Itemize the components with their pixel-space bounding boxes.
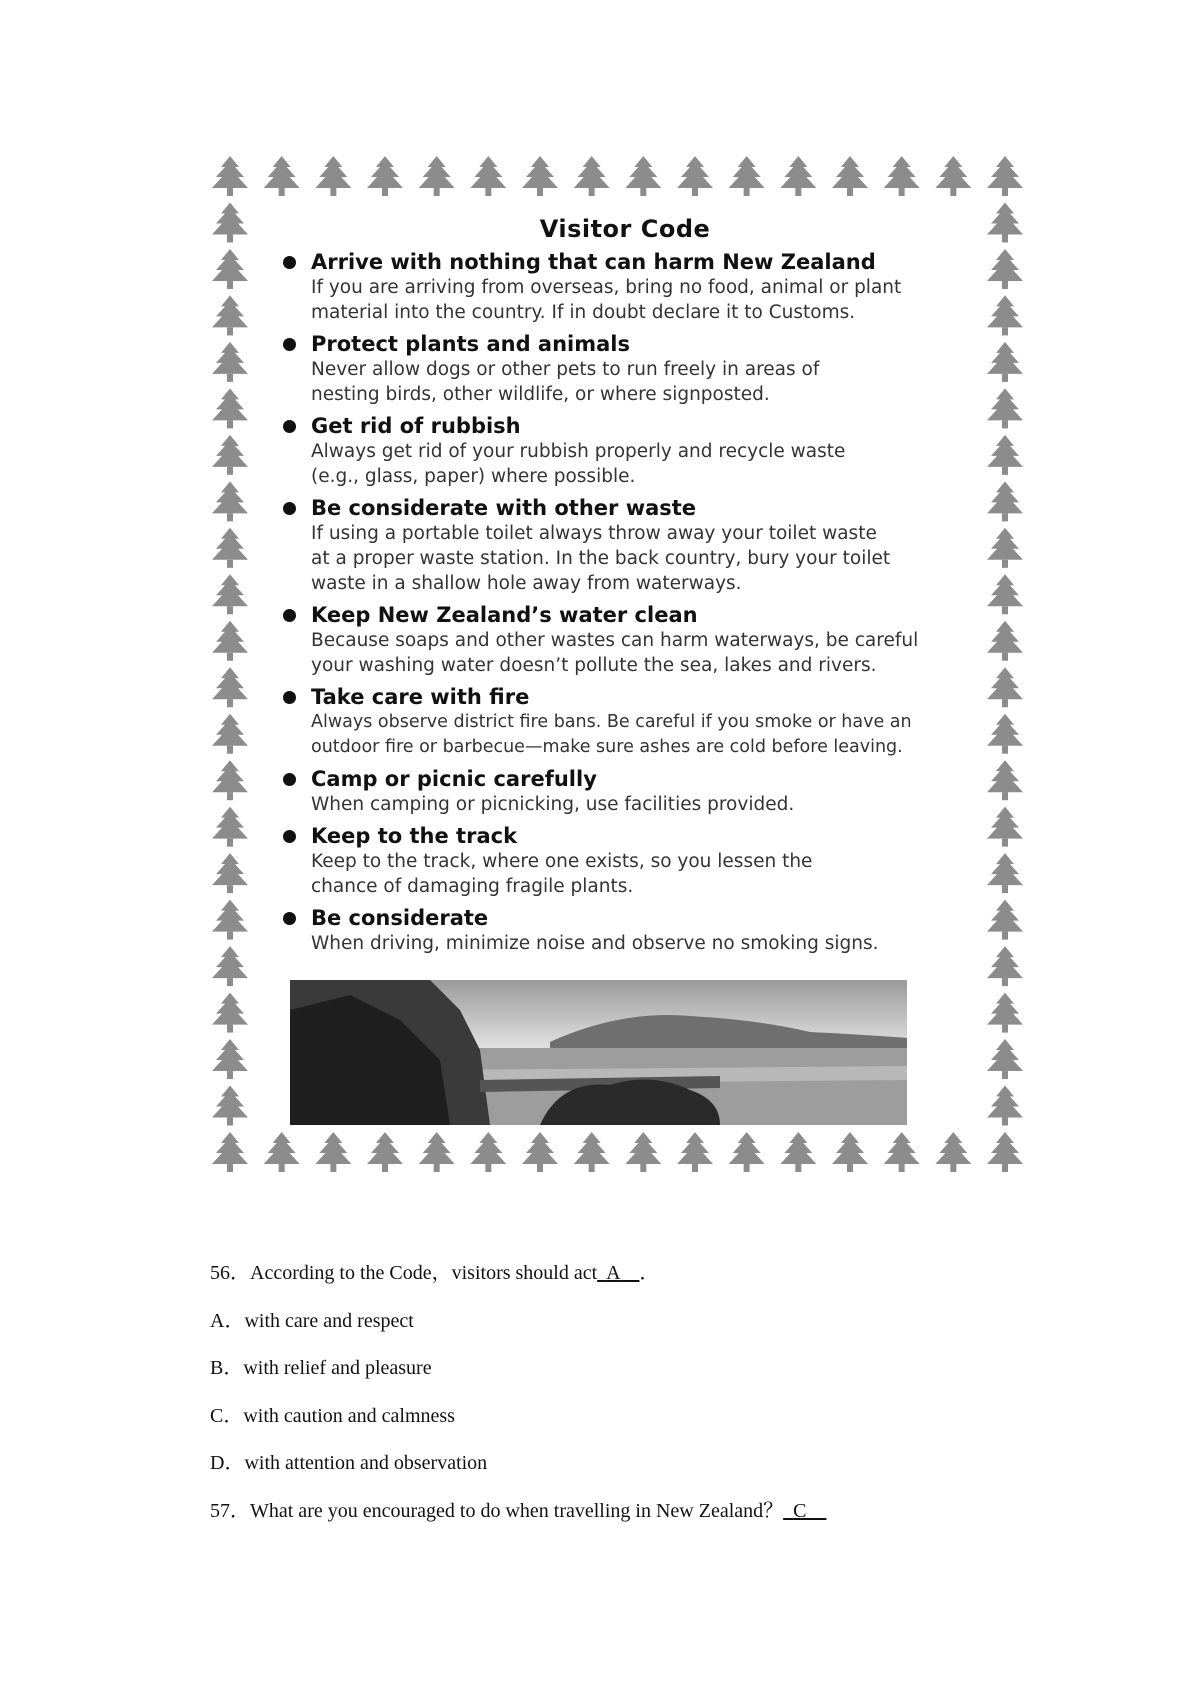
rule-heading: Camp or picnic carefully — [311, 767, 597, 791]
tree-icon — [264, 1132, 300, 1172]
option-letter: D． — [210, 1452, 245, 1474]
tree-icon — [212, 621, 248, 661]
option-letter: A． — [210, 1309, 245, 1332]
tree-icon — [884, 1132, 920, 1172]
tree-icon — [315, 156, 351, 196]
tree-icon — [212, 388, 248, 428]
tree-icon — [987, 156, 1023, 196]
tree-icon — [625, 1132, 661, 1172]
rule-heading: Get rid of rubbish — [311, 414, 521, 438]
tree-icon — [987, 295, 1023, 335]
tree-icon — [987, 946, 1023, 986]
tree-icon — [832, 156, 868, 196]
rule-item — [275, 684, 975, 760]
tree-icon — [987, 528, 1023, 568]
tree-icon — [212, 1132, 248, 1172]
bullet-icon — [283, 338, 296, 351]
rule-body: When camping or picnicking, use facilities provided. — [311, 794, 795, 815]
tree-icon — [522, 1132, 558, 1172]
rule-heading: Arrive with nothing that can harm New Zealand — [311, 250, 876, 274]
tree-icon — [212, 946, 248, 986]
rule-item — [275, 905, 975, 956]
bullet-icon — [283, 420, 296, 433]
answer-value: A — [606, 1262, 620, 1284]
tree-icon — [212, 574, 248, 614]
rule-body: Because soaps and other wastes can harm waterways, be careful your washing water doesn’t pollute the sea, lakes and rivers. — [311, 630, 919, 676]
option-letter: C． — [210, 1404, 244, 1427]
tree-icon — [987, 714, 1023, 754]
rule-item — [275, 495, 975, 596]
tree-icon — [729, 156, 765, 196]
question-56 — [210, 1258, 1110, 1306]
tree-icon — [625, 156, 661, 196]
tree-icon — [212, 342, 248, 382]
rule-body: Always get rid of your rubbish properly and recycle waste (e.g., glass, paper) where possible. — [311, 441, 846, 487]
rule-item — [275, 766, 975, 817]
tree-icon — [987, 481, 1023, 521]
tree-icon — [987, 249, 1023, 289]
option-text: with care and respect — [244, 1309, 414, 1332]
rule-heading: Be considerate — [311, 906, 489, 930]
tree-icon — [987, 574, 1023, 614]
tree-icon — [367, 156, 403, 196]
answer-blank — [783, 1500, 826, 1522]
tree-icon — [212, 853, 248, 893]
tree-icon — [264, 156, 300, 196]
option-d — [210, 1448, 1110, 1496]
question-end: ． — [639, 1262, 660, 1284]
tree-icon — [935, 156, 971, 196]
visitor-code-content — [275, 215, 975, 962]
tree-icon — [935, 1132, 971, 1172]
tree-icon — [212, 714, 248, 754]
tree-icon — [987, 760, 1023, 800]
tree-icon — [212, 1086, 248, 1126]
tree-icon — [315, 1132, 351, 1172]
tree-icon — [729, 1132, 765, 1172]
question-number: 57． — [210, 1499, 250, 1522]
option-text: with attention and observation — [244, 1452, 488, 1474]
tree-icon — [987, 202, 1023, 242]
bullet-icon — [283, 256, 296, 269]
bullet-icon — [283, 691, 296, 704]
tree-icon — [419, 156, 455, 196]
rule-heading: Keep New Zealand’s water clean — [311, 603, 698, 627]
tree-icon — [677, 1132, 713, 1172]
bullet-icon — [283, 502, 296, 515]
visitor-code-panel — [210, 155, 1025, 1175]
tree-icon — [987, 342, 1023, 382]
tree-icon — [212, 528, 248, 568]
rule-item — [275, 413, 975, 489]
rule-item — [275, 823, 975, 899]
bullet-icon — [283, 830, 296, 843]
option-text: with caution and calmness — [243, 1404, 455, 1427]
tree-icon — [522, 156, 558, 196]
tree-icon — [212, 807, 248, 847]
rule-item — [275, 249, 975, 325]
bullet-icon — [283, 773, 296, 786]
option-a — [210, 1306, 1110, 1354]
tree-icon — [212, 760, 248, 800]
tree-icon — [212, 481, 248, 521]
questions-section — [210, 1258, 1110, 1543]
tree-icon — [212, 1039, 248, 1079]
question-57 — [210, 1496, 1110, 1544]
tree-icon — [212, 900, 248, 940]
rule-body: If you are arriving from overseas, bring no food, animal or plant material into the country. If in doubt declare it to Customs. — [311, 277, 902, 323]
tree-icon — [987, 435, 1023, 475]
rule-item — [275, 602, 975, 678]
question-number: 56． — [210, 1262, 250, 1284]
rule-body: If using a portable toilet always throw away your toilet waste at a proper waste station. In the back country, bury your toilet waste in a shallow hole away from waterways. — [311, 523, 891, 594]
rule-heading: Protect plants and animals — [311, 332, 630, 356]
tree-icon — [212, 156, 248, 196]
rule-heading: Take care with fire — [311, 685, 530, 709]
tree-icon — [884, 156, 920, 196]
tree-icon — [832, 1132, 868, 1172]
tree-icon — [780, 1132, 816, 1172]
tree-icon — [987, 388, 1023, 428]
tree-icon — [987, 1039, 1023, 1079]
rule-item — [275, 331, 975, 407]
tree-icon — [987, 667, 1023, 707]
tree-icon — [212, 435, 248, 475]
option-b — [210, 1353, 1110, 1401]
tree-icon — [212, 249, 248, 289]
rule-body: Keep to the track, where one exists, so you lessen the chance of damaging fragile plants. — [311, 851, 813, 897]
tree-icon — [419, 1132, 455, 1172]
rule-body: When driving, minimize noise and observe no smoking signs. — [311, 933, 879, 954]
rule-heading: Be considerate with other waste — [311, 496, 697, 520]
tree-icon — [367, 1132, 403, 1172]
rule-body: Always observe district fire bans. Be careful if you smoke or have an outdoor fire or barbecue—make sure ashes are cold before leaving. — [311, 712, 912, 757]
tree-icon — [470, 1132, 506, 1172]
tree-icon — [574, 1132, 610, 1172]
answer-blank — [597, 1262, 639, 1284]
tree-icon — [987, 993, 1023, 1033]
tree-icon — [987, 900, 1023, 940]
tree-icon — [987, 807, 1023, 847]
tree-icon — [470, 156, 506, 196]
question-text: What are you encouraged to do when travelling in New Zealand？ — [250, 1499, 784, 1522]
tree-icon — [987, 621, 1023, 661]
option-text: with relief and pleasure — [243, 1357, 432, 1379]
tree-icon — [987, 1086, 1023, 1126]
tree-icon — [987, 853, 1023, 893]
tree-icon — [212, 295, 248, 335]
option-c — [210, 1401, 1110, 1449]
tree-icon — [574, 156, 610, 196]
question-text: According to the Code，visitors should act — [250, 1262, 598, 1284]
tree-icon — [212, 993, 248, 1033]
code-title: Visitor Code — [539, 215, 711, 243]
tree-icon — [987, 1132, 1023, 1172]
bullet-icon — [283, 912, 296, 925]
tree-icon — [212, 667, 248, 707]
lake-landscape-photo — [290, 980, 907, 1125]
option-letter: B． — [210, 1357, 244, 1379]
tree-icon — [780, 156, 816, 196]
answer-value: C — [793, 1499, 807, 1522]
bullet-icon — [283, 609, 296, 622]
tree-icon — [212, 202, 248, 242]
tree-icon — [677, 156, 713, 196]
rule-body: Never allow dogs or other pets to run freely in areas of nesting birds, other wildlife, or where signposted. — [311, 359, 820, 405]
rule-heading: Keep to the track — [311, 824, 518, 848]
